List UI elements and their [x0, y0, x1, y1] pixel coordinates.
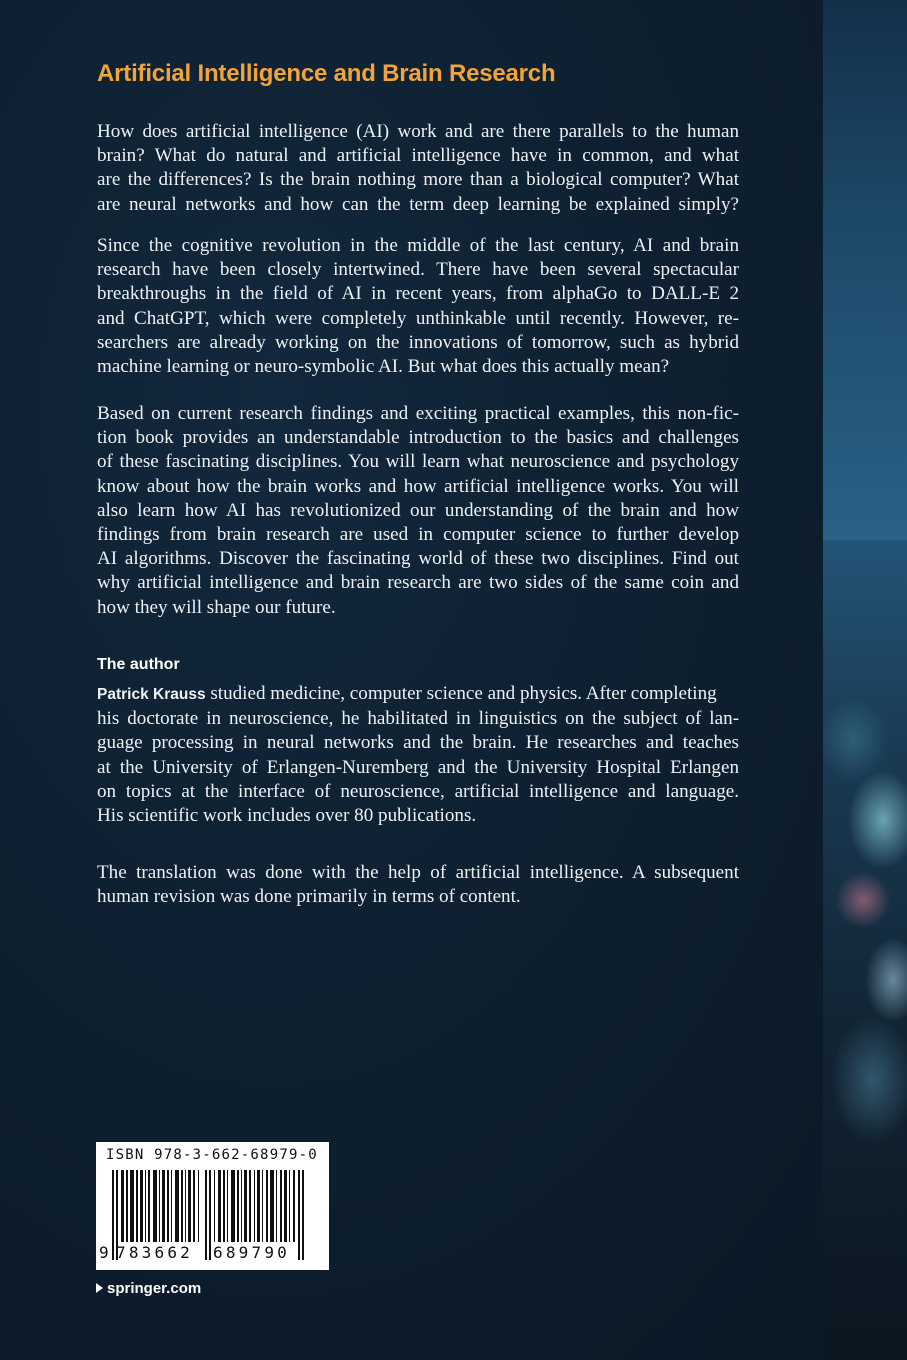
text-line: guage processing in neural networks and the brain. He researches and teaches	[97, 732, 739, 754]
text-line: why artificial intelligence and brain research are two sides of the same coin and	[97, 572, 739, 594]
paragraph-2	[97, 234, 739, 379]
text-line: know about how the brain works and how artificial intelligence works. You will	[97, 475, 739, 497]
text-line: searchers are already working on the innovations of tomorrow, such as hybrid	[97, 331, 739, 353]
translation-note	[97, 861, 739, 909]
text-line	[97, 682, 739, 707]
isbn-barcode	[96, 1142, 329, 1270]
cover-image-strip-top	[823, 0, 907, 540]
text-line: human revision was done primarily in terms of content.	[97, 886, 521, 908]
author-name: Patrick Krauss	[97, 686, 206, 703]
text-line: and ChatGPT, which were completely unthinkable until recently. However, re-	[97, 307, 739, 329]
text-line: findings from brain research are used in computer science to further develop	[97, 524, 739, 546]
text-line: are the differences? Is the brain nothing more than a biological computer? What	[97, 169, 739, 191]
arrow-right-icon	[96, 1283, 103, 1293]
text-line: on topics at the interface of neuroscience, artificial intelligence and language.	[97, 780, 739, 802]
text-line: How does artificial intelligence (AI) work and are there parallels to the human	[97, 121, 739, 142]
author-bio	[97, 682, 739, 828]
text-line: AI algorithms. Discover the fascinating world of these two disciplines. Find out	[97, 548, 739, 570]
publisher-url: springer.com	[107, 1280, 202, 1297]
text-line: at the University of Erlangen-Nuremberg and the University Hospital Erlangen	[97, 756, 739, 778]
text-line: his doctorate in neuroscience, he habilitated in linguistics on the subject of lan-	[97, 708, 739, 730]
author-bio-text: studied medicine, computer science and physics. After completing	[205, 683, 717, 704]
text-line: research have been closely intertwined. There have been several spectacular	[97, 259, 739, 281]
text-line: His scientific work includes over 80 publications.	[97, 805, 477, 827]
text-line: tion book provides an understandable introduction to the basics and challenges	[97, 427, 739, 449]
publisher-link[interactable]	[96, 1280, 201, 1297]
text-line: machine learning or neuro-symbolic AI. But what does this actually mean?	[97, 356, 670, 378]
text-line: of these fascinating disciplines. You will learn what neuroscience and psychology	[97, 451, 739, 473]
text-line: also learn how AI has revolutionized our understanding of the brain and how	[97, 499, 739, 521]
isbn-number: ISBN 978-3-662-68979-0	[106, 1147, 318, 1163]
ean-first-digit: 9	[99, 1243, 109, 1262]
text-line: are neural networks and how can the term deep learning be explained simply?	[97, 193, 739, 215]
text-line: how they will shape our future.	[97, 596, 336, 618]
text-line: Since the cognitive revolution in the middle of the last century, AI and brain	[97, 235, 739, 256]
ean-right-group: 689790	[213, 1243, 290, 1262]
text-line: brain? What do natural and artificial intelligence have in common, and what	[97, 145, 739, 167]
book-title: Artificial Intelligence and Brain Research	[97, 60, 556, 87]
text-line: The translation was done with the help of artificial intelligence. A subsequent	[97, 862, 739, 883]
text-line: Based on current research findings and exciting practical examples, this non-fic-	[97, 403, 739, 424]
author-heading: The author	[97, 656, 180, 673]
paragraph-3	[97, 402, 739, 620]
text-line: breakthroughs in the field of AI in recent years, from alphaGo to DALL-E 2	[97, 283, 739, 305]
ean-left-group: 783662	[116, 1243, 193, 1262]
paragraph-1	[97, 120, 739, 217]
